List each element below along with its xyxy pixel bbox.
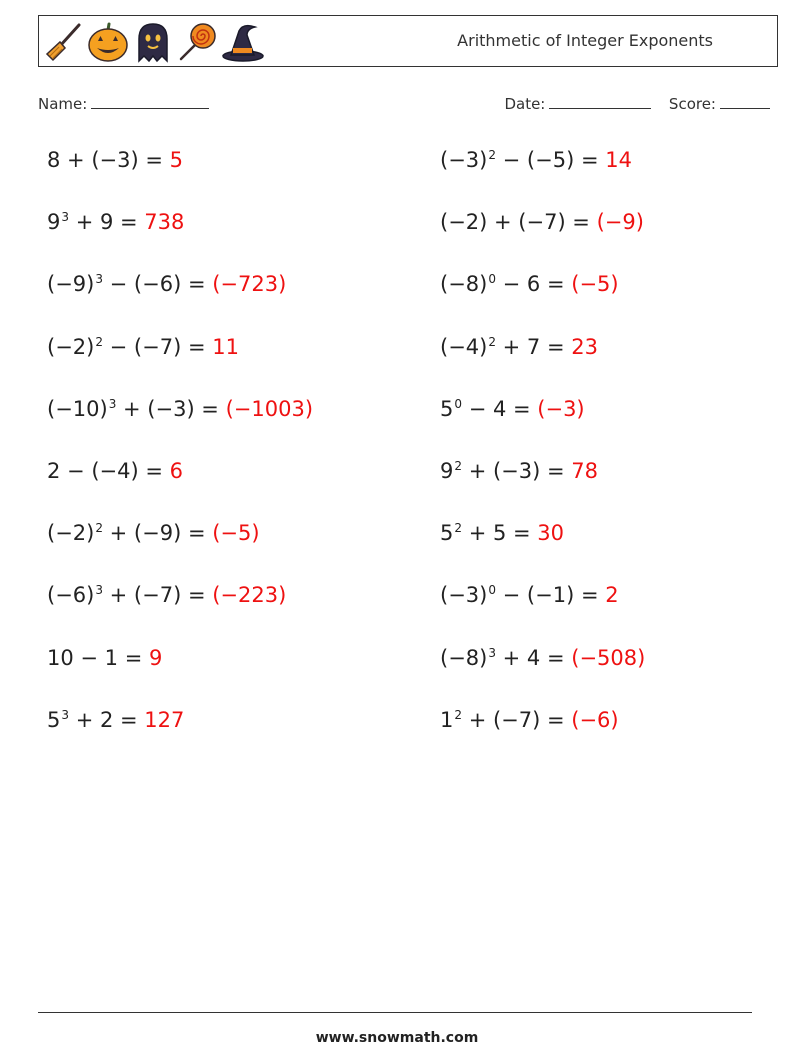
name-field (38, 94, 209, 113)
problem-expression: + 4 = (495, 645, 572, 670)
problem-base: 5 (440, 521, 454, 546)
problem-answer: (−5) (212, 521, 260, 546)
header-box (38, 15, 778, 67)
problem-exponent: 3 (61, 707, 70, 722)
problem-base: 5 (440, 396, 454, 421)
problem-item (47, 272, 286, 296)
date-label: Date: (504, 95, 546, 113)
footer-divider (38, 1012, 752, 1013)
problem-base: 2 (47, 459, 61, 483)
problem-base: (−6) (47, 583, 95, 608)
problem-item (440, 335, 598, 359)
problem-item (47, 521, 260, 545)
problem-answer: 738 (144, 210, 185, 235)
broom-icon (45, 22, 83, 62)
problem-base: (−4) (440, 334, 488, 359)
problem-item (440, 459, 598, 483)
problem-base: 10 (47, 645, 74, 670)
problem-expression: + (−9) = (102, 521, 213, 546)
problem-base: (−10) (47, 396, 108, 421)
problem-exponent: 2 (454, 459, 463, 473)
problem-item (440, 210, 644, 234)
problem-base: (−3) (440, 148, 488, 172)
problem-expression: − 6 = (495, 272, 572, 297)
problem-exponent: 0 (488, 583, 496, 598)
worksheet-title: Arithmetic of Integer Exponents (457, 31, 713, 50)
problem-item (47, 646, 162, 670)
problem-answer: (−9) (596, 210, 644, 235)
problem-base: (−2) (440, 210, 488, 235)
problem-item (440, 521, 564, 545)
problem-base: (−9) (47, 272, 95, 297)
problem-base: 8 (47, 148, 61, 172)
problem-exponent: 3 (61, 210, 70, 225)
problem-item (47, 148, 183, 172)
problem-exponent: 2 (454, 521, 463, 536)
problem-exponent: 2 (488, 334, 496, 349)
problem-expression: + (−7) = (487, 210, 597, 235)
problem-item (440, 397, 585, 421)
problem-answer: (−6) (571, 707, 619, 732)
problem-item (440, 708, 619, 732)
problem-answer: 2 (605, 583, 619, 608)
problem-answer: 78 (571, 459, 598, 483)
problem-exponent: 2 (454, 707, 463, 722)
problem-item (440, 272, 619, 296)
score-label: Score: (668, 95, 716, 113)
ghost-icon (133, 21, 173, 63)
problem-exponent: 2 (95, 334, 103, 349)
problem-item (47, 210, 184, 234)
problem-expression: + (−3) = (60, 148, 170, 172)
problem-exponent: 3 (95, 272, 103, 287)
problem-exponent: 0 (488, 272, 496, 287)
lollipop-icon (177, 21, 217, 63)
problem-expression: − (−1) = (495, 583, 606, 608)
problem-answer: 6 (169, 459, 183, 483)
problem-answer: 5 (169, 148, 183, 172)
problem-exponent: 3 (108, 396, 117, 411)
problem-answer: (−723) (212, 272, 287, 297)
problem-expression: + (−7) = (462, 707, 572, 732)
header-icons (45, 21, 265, 63)
problem-answer: 23 (571, 334, 598, 359)
problem-answer: (−1003) (225, 396, 314, 421)
name-label: Name: (38, 95, 88, 113)
problem-base: 5 (47, 707, 61, 732)
footer-url: www.snowmath.com (315, 1030, 479, 1046)
problem-expression: + (−7) = (102, 583, 213, 608)
problem-expression: + (−3) = (462, 459, 572, 483)
witch-hat-icon (221, 21, 265, 63)
problem-expression: + 5 = (462, 521, 538, 546)
problem-expression: + 7 = (495, 334, 572, 359)
problem-base: 9 (47, 210, 61, 235)
problem-item (440, 646, 645, 670)
problem-exponent: 2 (488, 148, 496, 162)
problem-answer: 127 (144, 707, 185, 732)
problem-exponent: 3 (95, 583, 103, 598)
problem-exponent: 0 (454, 396, 463, 411)
problem-answer: (−508) (571, 645, 646, 670)
problem-base: (−2) (47, 334, 95, 359)
problem-base: (−8) (440, 645, 488, 670)
problem-expression: − (−7) = (102, 334, 213, 359)
problem-item (47, 583, 286, 607)
problem-answer: 9 (149, 645, 163, 670)
problem-answer: (−5) (571, 272, 619, 297)
problem-expression: − (−5) = (495, 148, 606, 172)
problem-expression: − 1 = (73, 645, 149, 670)
problem-expression: + 2 = (69, 707, 145, 732)
problem-base: (−3) (440, 583, 488, 608)
name-blank[interactable] (91, 94, 209, 109)
problem-expression: + (−3) = (116, 396, 226, 421)
problem-expression: − (−4) = (60, 459, 170, 483)
problem-exponent: 3 (488, 645, 496, 660)
problem-answer: 11 (212, 334, 239, 359)
problem-base: (−2) (47, 521, 95, 546)
problem-expression: − (−6) = (102, 272, 213, 297)
problem-item (47, 459, 183, 483)
problem-expression: − 4 = (462, 396, 538, 421)
date-blank[interactable] (549, 94, 651, 109)
problem-exponent: 2 (95, 521, 103, 536)
problem-item (47, 397, 313, 421)
problem-base: (−8) (440, 272, 488, 297)
date-score-fields (504, 94, 770, 113)
problem-item (47, 335, 239, 359)
problem-answer: 30 (537, 521, 565, 546)
problem-answer: (−223) (212, 583, 287, 608)
score-blank[interactable] (720, 94, 770, 109)
problem-base: 9 (440, 459, 454, 483)
problem-answer: (−3) (537, 396, 585, 421)
problem-expression: + 9 = (69, 210, 145, 235)
problem-item (47, 708, 184, 732)
problem-item (440, 148, 632, 172)
problem-item (440, 583, 619, 607)
problem-base: 1 (440, 707, 454, 732)
pumpkin-icon (87, 21, 129, 63)
problem-answer: 14 (605, 148, 632, 172)
